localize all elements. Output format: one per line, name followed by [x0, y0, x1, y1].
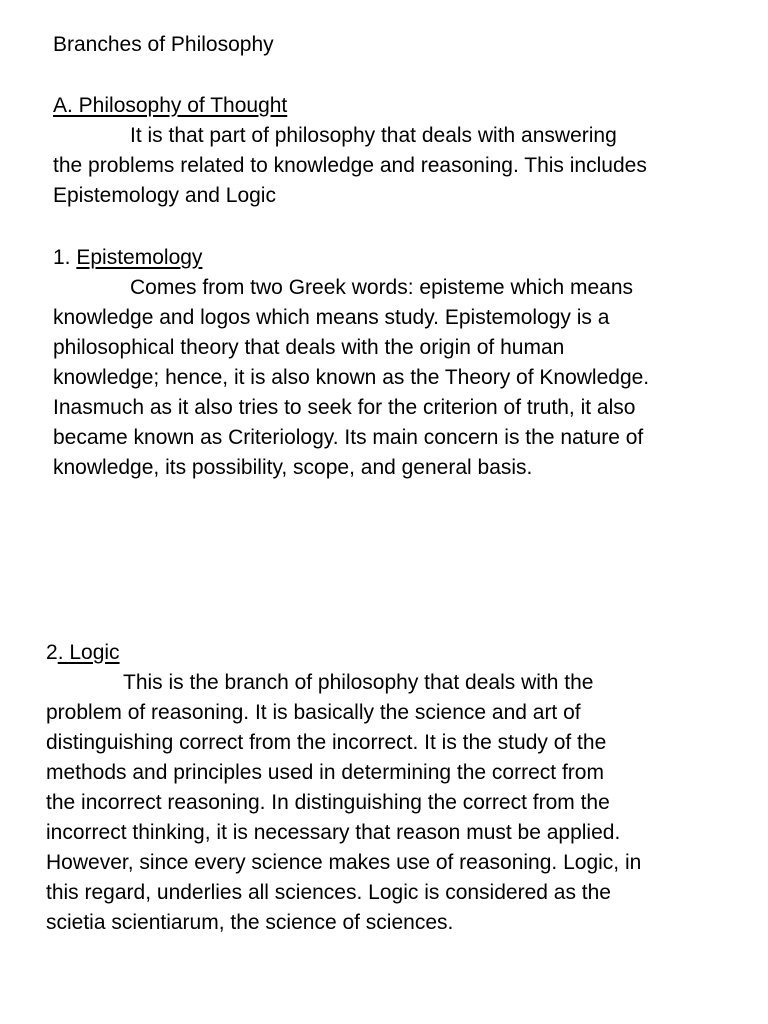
- section-1-line: became known as Criteriology. Its main concern is the nature of: [53, 426, 644, 449]
- section-1-line: Comes from two Greek words: episteme which means: [130, 276, 634, 299]
- section-2-line: the incorrect reasoning. In distinguishing the correct from the: [46, 791, 610, 814]
- section-2-line: This is the branch of philosophy that deals with the: [123, 671, 594, 694]
- section-1-heading-row: [53, 243, 649, 273]
- section-1-line: Inasmuch as it also tries to seek for the criterion of truth, it also: [53, 396, 636, 419]
- section-2-heading-row: [46, 638, 641, 668]
- section-a: [53, 91, 647, 211]
- section-a-line: Epistemology and Logic: [53, 184, 276, 207]
- section-1: [53, 243, 649, 483]
- section-1-line: knowledge; hence, it is also known as the Theory of Knowledge.: [53, 366, 650, 389]
- section-2-line: However, since every science makes use of reasoning. Logic, in: [46, 851, 642, 874]
- section-1-heading: Epistemology: [76, 246, 203, 269]
- section-2-line: methods and principles used in determining the correct from: [46, 761, 604, 784]
- section-2: [46, 638, 641, 938]
- section-2-line: incorrect thinking, it is necessary that reason must be applied.: [46, 821, 621, 844]
- document-title: Branches of Philosophy: [53, 33, 274, 56]
- section-1-line: knowledge, its possibility, scope, and general basis.: [53, 456, 533, 479]
- section-2-line: problem of reasoning. It is basically the science and art of: [46, 701, 581, 724]
- section-2-number: 2: [46, 641, 58, 664]
- section-2-line: scietia scientiarum, the science of sciences.: [46, 911, 454, 934]
- section-2-line: this regard, underlies all sciences. Logic is considered as the: [46, 881, 611, 904]
- section-2-heading: . Logic: [57, 641, 120, 664]
- document-title-block: [53, 30, 274, 60]
- section-1-line: knowledge and logos which means study. Epistemology is a: [53, 306, 610, 329]
- section-2-line: distinguishing correct from the incorrect. It is the study of the: [46, 731, 607, 754]
- section-1-number: 1.: [53, 246, 77, 269]
- section-1-line: philosophical theory that deals with the origin of human: [53, 336, 565, 359]
- section-a-line: the problems related to knowledge and reasoning. This includes: [53, 154, 647, 177]
- section-a-heading: A. Philosophy of Thought: [53, 94, 288, 117]
- section-a-line: It is that part of philosophy that deals with answering: [130, 124, 617, 147]
